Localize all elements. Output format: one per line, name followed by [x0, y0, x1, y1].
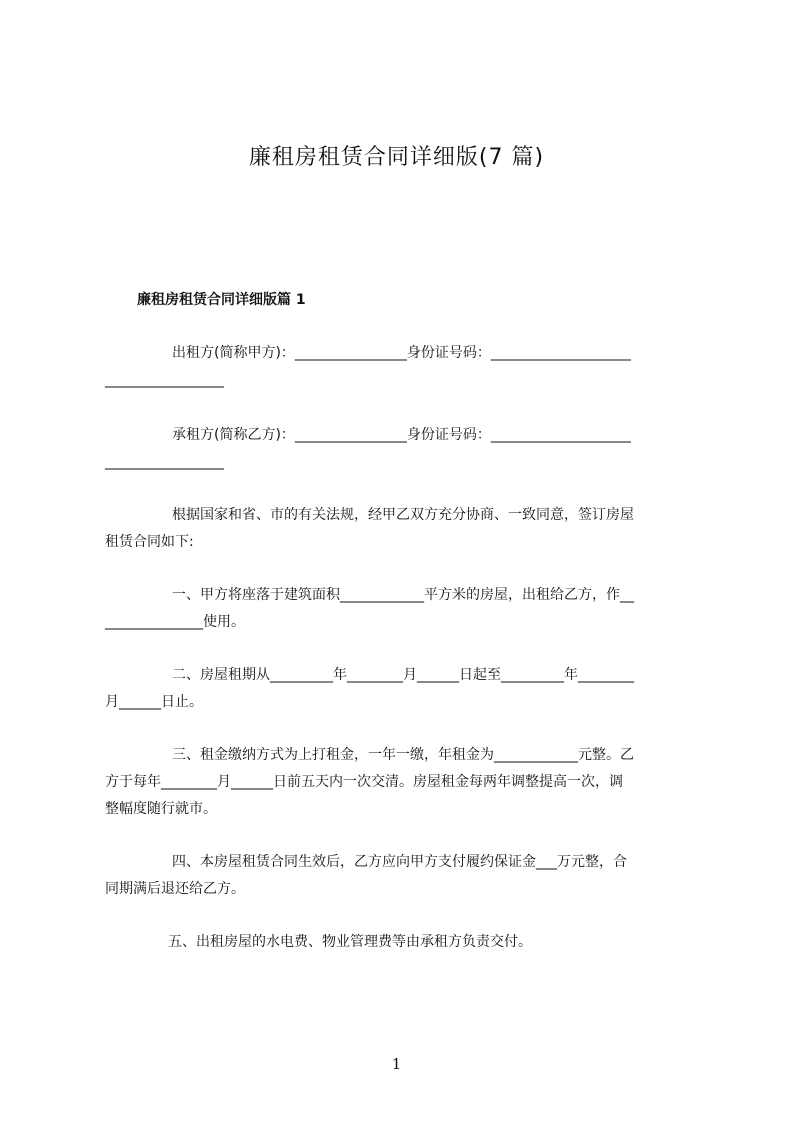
lessee-line: 承租方(简称乙方)：________________身份证号码：____________________	[172, 427, 631, 443]
clause-4-line: 四、本房屋租赁合同生效后，乙方应向甲方支付履约保证金___万元整，合	[172, 854, 627, 870]
section-heading: 廉租房租赁合同详细版篇 1	[137, 292, 306, 308]
clause-5-line: 五、出租房屋的水电费、物业管理费等由承租方负责交付。	[168, 934, 532, 950]
page-number: 1	[391, 1055, 402, 1073]
clause-1-line: 一、甲方将座落于建筑面积____________平方米的房屋，出租给乙方，作__	[172, 587, 634, 603]
clause-2-line-continued: 月______日止。	[105, 694, 203, 710]
preamble-line: 根据国家和省、市的有关法规，经甲乙双方充分协商、一致同意，签订房屋	[172, 507, 634, 523]
document-title: 廉租房租赁合同详细版(7 篇)	[248, 145, 545, 170]
clause-3-line-3: 整幅度随行就市。	[105, 801, 217, 817]
clause-3-line: 三、租金缴纳方式为上打租金，一年一缴，年租金为____________元整。乙	[172, 747, 634, 763]
clause-3-line-2: 方于每年________月______日前五天内一次交清。房屋租金每两年调整提高一次，调	[105, 774, 623, 790]
clause-1-line-continued: ______________使用。	[105, 614, 245, 630]
clause-4-line-continued: 同期满后退还给乙方。	[105, 881, 245, 897]
lessor-line-continued: _________________	[105, 372, 224, 388]
preamble-line-continued: 租赁合同如下:	[105, 534, 194, 550]
lessor-line: 出租方(简称甲方)：________________身份证号码：____________________	[172, 345, 631, 361]
clause-2-line: 二、房屋租期从_________年________月______日起至_________年________	[172, 667, 634, 683]
lessee-line-continued: _________________	[105, 454, 224, 470]
